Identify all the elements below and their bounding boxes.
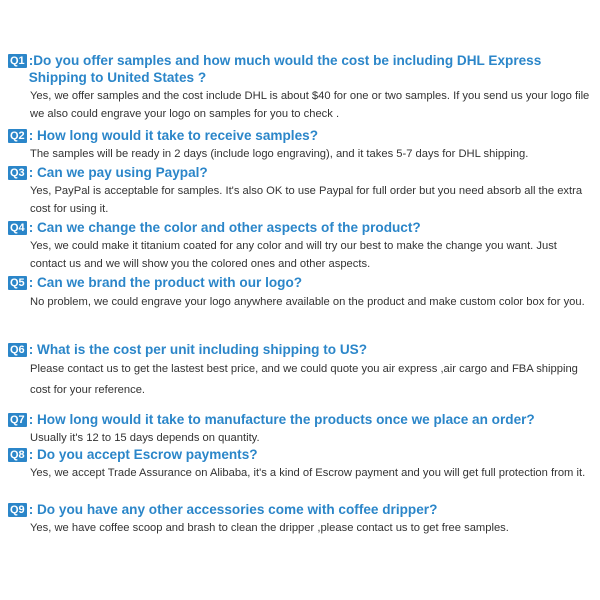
question-text: : Do you have any other accessories come with coffee dripper?	[28, 502, 438, 517]
question-number-badge: Q2	[10, 130, 25, 142]
question-text: : What is the cost per unit including shipping to US?	[28, 342, 368, 357]
faq-answer: Yes, we could make it titanium coated for any color and will try our best to make the change you want. Just contact us and we will show you the colored ones and other aspects.	[30, 240, 557, 270]
faq-item	[8, 274, 592, 341]
faq-answer: Yes, PayPal is acceptable for samples. It's also OK to use Paypal for full order but you need absorb all the extra cost for using it.	[30, 185, 583, 215]
faq-question	[8, 446, 592, 463]
question-number-badge: Q4	[10, 222, 25, 234]
question-number-badge: Q8	[10, 449, 25, 461]
faq-question	[8, 164, 592, 181]
faq-question	[8, 219, 592, 236]
faq-answer: Usually it's 12 to 15 days depends on quantity.	[30, 432, 260, 444]
question-number-badge: Q3	[10, 167, 25, 179]
question-number-badge: Q7	[10, 414, 25, 426]
faq-question	[8, 341, 592, 358]
faq-answer: Yes, we have coffee scoop and brash to clean the dripper ,please contact us to get free samples.	[30, 522, 509, 534]
faq-question	[8, 411, 592, 428]
faq-question	[8, 127, 592, 144]
question-number-badge: Q5	[10, 277, 25, 289]
faq-answer: No problem, we could engrave your logo anywhere available on the product and make custom color box for you.	[30, 296, 585, 308]
question-number-badge: Q1	[10, 55, 25, 67]
faq-question	[8, 52, 592, 86]
question-text: : Can we pay using Paypal?	[28, 165, 208, 180]
question-text: : Can we brand the product with our logo?	[28, 275, 303, 290]
faq-question	[8, 501, 592, 518]
faq-list	[8, 52, 592, 541]
question-text: : Do you accept Escrow payments?	[28, 447, 258, 462]
faq-item	[8, 411, 592, 446]
faq-answer: Please contact us to get the lastest best price, and we could quote you air express ,air cargo and FBA shipping cost for your reference.	[30, 363, 578, 396]
faq-answer: Yes, we offer samples and the cost include DHL is about $40 for one or two samples. If you send us your logo file we also could engrave your logo on samples for you to check .	[30, 90, 590, 120]
faq-item	[8, 341, 592, 411]
faq-item	[8, 501, 592, 541]
question-number-badge: Q9	[10, 504, 25, 516]
faq-item	[8, 127, 592, 164]
question-text: : How long would it take to manufacture the products once we place an order?	[28, 412, 535, 427]
faq-answer: Yes, we accept Trade Assurance on Alibaba, it's a kind of Escrow payment and you will get full protection from it.	[30, 467, 586, 479]
faq-answer: The samples will be ready in 2 days (include logo engraving), and it takes 5-7 days for DHL shipping.	[30, 148, 529, 160]
question-number-badge: Q6	[10, 344, 25, 356]
question-text: : Can we change the color and other aspects of the product?	[28, 220, 421, 235]
faq-item	[8, 164, 592, 219]
question-text: :Do you offer samples and how much would the cost be including DHL Express Shipping to United States ?	[28, 53, 542, 85]
faq-question	[8, 274, 592, 291]
faq-item	[8, 52, 592, 127]
faq-item	[8, 219, 592, 274]
faq-item	[8, 446, 592, 501]
question-text: : How long would it take to receive samples?	[28, 128, 318, 143]
